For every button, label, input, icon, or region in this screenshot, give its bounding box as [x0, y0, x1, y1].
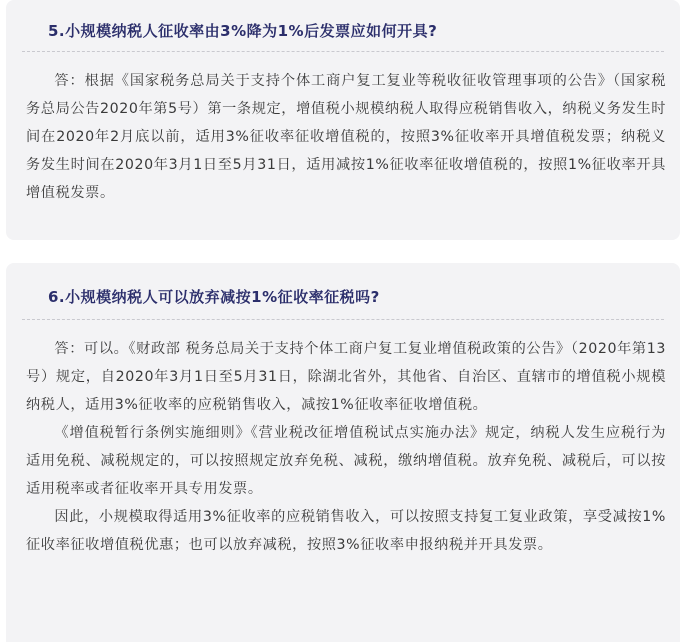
faq-question-6: 6.小规模纳税人可以放弃减按1%征收率征税吗? [48, 288, 380, 306]
answer-paragraph: 答：可以。《财政部 税务总局关于支持个体工商户复工复业增值税政策的公告》（2020年第13号）规定，自2020年3月1日至5月31日，除湖北省外，其他省、自治区、直辖市的增值税小规模纳税人，适用3%征收率的应税销售收入，减按1%征收率征收增值税。 [26, 341, 666, 413]
faq-card-5 [6, 0, 680, 240]
dashed-divider [22, 51, 664, 52]
faq-question-5: 5.小规模纳税人征收率由3%降为1%后发票应如何开具? [48, 22, 438, 40]
faq-answer-6 [26, 335, 666, 559]
faq-card-6 [6, 263, 680, 642]
faq-answer-5 [26, 67, 666, 207]
answer-paragraph: 《增值税暂行条例实施细则》《营业税改征增值税试点实施办法》规定，纳税人发生应税行为适用免税、减税规定的，可以按照规定放弃免税、减税，缴纳增值税。放弃免税、减税后，可以按适用税率或者征收率开具专用发票。 [26, 425, 666, 497]
answer-paragraph: 因此，小规模取得适用3%征收率的应税销售收入，可以按照支持复工复业政策，享受减按1%征收率征收增值税优惠；也可以放弃减税，按照3%征收率申报纳税并开具发票。 [26, 509, 666, 553]
answer-paragraph: 答：根据《国家税务总局关于支持个体工商户复工复业等税收征收管理事项的公告》（国家税务总局公告2020年第5号）第一条规定，增值税小规模纳税人取得应税销售收入，纳税义务发生时间在2020年2月底以前，适用3%征收率征收增值税的，按照3%征收率开具增值税发票；纳税义务发生时间在2020年3月1日至5月31日，适用减按1%征收率征收增值税的，按照1%征收率开具增值税发票。 [26, 73, 666, 201]
dashed-divider [22, 319, 664, 320]
